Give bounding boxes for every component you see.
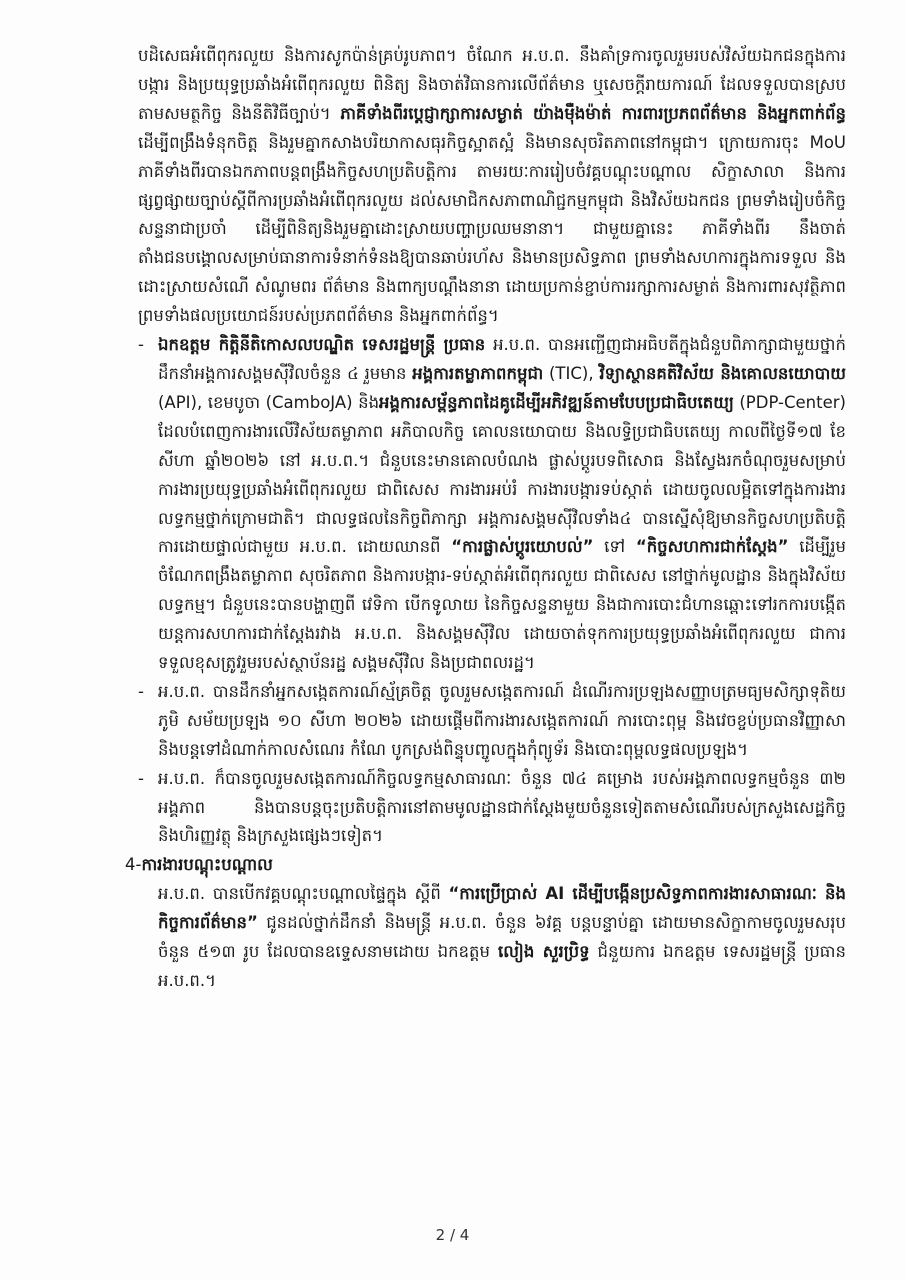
bullet1-text-2: (TIC),	[543, 363, 600, 383]
bullet1-text-4: (PDP-Center) ដែលបំពេញការងារលើវិស័យតម្លាភាព អភិបាលកិច្ច គោលនយោបាយ និងលទ្ធិប្រជាធិបតេយ្យ កាលពីថ្ងៃទី១៧ ខែសីហា ឆ្នាំ២០២៦ នៅ អ.ប.ព.។ ជំនួបនេះមានគោលបំណង ផ្លាស់ប្តូរបទពិសោធ និងស្វែងរកចំណុចរួមសម្រាប់ការងារប្រយុទ្ធប្រឆាំងអំពើពុករលួយ ជាពិសេស ការងារអប់រំ ការងារបង្ការទប់ស្កាត់ ដោយចូលលម្អិតទៅក្នុងការងារលទ្ធកម្មថ្នាក់ក្រោមជាតិ។ ជាលទ្ធផលនៃកិច្ចពិភាក្សា អង្គការសង្គមស៊ីវិលទាំង៤ បានស្នើសុំឱ្យមានកិច្ចសហប្រតិបត្តិការដោយផ្ទាល់ជាមួយ អ.ប.ព. ដោយឈានពី	[158, 392, 846, 557]
bullet1-bold-1: ឯកឧត្តម កិត្តិនីតិកោសលបណ្ឌិត ទេសរដ្ឋមន្ត្រី ប្រធាន	[158, 335, 486, 355]
bullet1-text-3: (API), ខេមបូចា (CamboJA) និង	[158, 392, 380, 412]
intro-paragraph	[138, 42, 846, 331]
bullet-dash: -	[138, 335, 144, 355]
intro-text-2: ដើម្បីពង្រឹងទំនុកចិត្ត និងរួមគ្នាកសាងបរិយាកាសធុរកិច្ចស្អាតស្អំ និងមានសុចរិតភាពនៅកម្ពុជា។ ក្រោយការចុះ MoU ភាគីទាំងពីរបានឯកភាពបន្តពង្រឹងកិច្ចសហប្រតិបត្តិការ តាមរយៈការរៀបចំវគ្គបណ្តុះបណ្តាល សិក្ខាសាលា និងការផ្សព្វផ្សាយច្បាប់ស្តីពីការប្រឆាំងអំពើពុករលួយ ដល់សមាជិកសភាពាណិជ្ជកម្មកម្ពុជា និងវិស័យឯកជន ព្រមទាំងរៀបចំកិច្ចសន្ទនាជាប្រចាំ ដើម្បីពិនិត្យនិងរួមគ្នាដោះស្រាយបញ្ហាប្រឈមនានា។ ជាមួយគ្នានេះ ភាគីទាំងពីរ នឹងចាត់តាំងជនបង្គោលសម្រាប់ធានាការទំនាក់ទំនងឱ្យបានឆាប់រហ័ស និងមានប្រសិទ្ធភាព ព្រមទាំងសហការក្នុងការទទួល និងដោះស្រាយសំណើ សំណូមពរ ព័ត៌មាន និងពាក្យបណ្តឹងនានា ដោយប្រកាន់ខ្ជាប់ការរក្សាការសម្ងាត់ និងការពារសុវត្ថិភាព ព្រមទាំងផលប្រយោជន៍របស់ប្រភពព័ត៌មាន និងអ្នកពាក់ព័ន្ធ។	[138, 132, 846, 326]
section4-bold-1: “ការប្រើប្រាស់ AI ដើម្បីបង្កើនប្រសិទ្ធភាពការងារសាធារណៈ និងកិច្ចការព័ត៌មាន”	[158, 884, 846, 933]
document-body	[125, 42, 847, 996]
bullet-exam-observation	[138, 678, 846, 765]
bullet-procurement-observation	[138, 765, 846, 852]
bullet1-bold-3: វិទ្យាស្ថានគតិវិស័យ និងគោលនយោបាយ	[599, 363, 847, 383]
bullet-meeting-cso	[138, 331, 846, 678]
bullet2-text-1: អ.ប.ព. បានដឹកនាំអ្នកសង្កេតការណ៍ស្ម័គ្រចិត្ត ចូលរួមសង្កេតការណ៍ ដំណើរការប្រឡងសញ្ញាបត្រមធ្យមសិក្សាទុតិយភូមិ សម័យប្រឡង ១០ សីហា ២០២៦ ដោយផ្តើមពីការងារសង្កេតការណ៍ ការបោះពុម្ព និងវេចខ្ចប់ប្រធានវិញ្ញាសា និងបន្តទៅដំណាក់កាលសំណេរ កំណែ បូកស្រង់ពិន្ទុបញ្ចូលក្នុងកុំព្យូទ័រ និងបោះពុម្ពលទ្ធផលប្រឡង។	[158, 681, 846, 759]
bullet3-text-1: អ.ប.ព. ក៏បានចូលរួមសង្កេតការណ៍កិច្ចលទ្ធកម្មសាធារណៈ ចំនួន ៧៤ គម្រោង របស់អង្គភាពលទ្ធកម្មចំនួន ៣២ អង្គភាព និងបានបន្តចុះប្រតិបត្តិការនៅតាមមូលដ្ឋានជាក់ស្តែងមួយចំនួនទៀតតាមសំណើរបស់ក្រសួងសេដ្ឋកិច្ច និងហិរញ្ញវត្ថុ និងក្រសួងផ្សេងៗទៀត។	[158, 768, 846, 846]
bullet1-text-5: ទៅ	[593, 537, 636, 557]
section-number: 4-	[125, 855, 142, 875]
page-number: 2 / 4	[435, 1226, 470, 1244]
bullet1-text-6: ដើម្បីរួមចំណែកពង្រឹងតម្លាភាព សុចរិតភាព និងការបង្ការ-ទប់ស្កាត់អំពើពុករលួយ ជាពិសេស នៅថ្នាក់មូលដ្ឋាន និងក្នុងវិស័យលទ្ធកម្ម។ ជំនួបនេះបានបង្ហាញពី វេទិកា បើកទូលាយ នៃកិច្ចសន្ទនាមួយ និងជាការបោះជំហានឆ្ពោះទៅរកការបង្កើតយន្តការសហការជាក់ស្តែងរវាង អ.ប.ព. និងសង្គមស៊ីវិល ដោយចាត់ទុកការប្រយុទ្ធប្រឆាំងអំពើពុករលួយ ជាការទទួលខុសត្រូវរួមរបស់ស្ថាប័នរដ្ឋ សង្គមស៊ីវិល និងប្រជាពលរដ្ឋ។	[158, 537, 846, 673]
section4-text-1: អ.ប.ព. បានបើកវគ្គបណ្តុះបណ្តាលផ្ទៃក្នុង ស្តីពី	[158, 884, 449, 904]
training-paragraph	[138, 880, 846, 996]
section4-bold-2: លៀង សួរប្រិទ្ធ	[497, 942, 590, 962]
bullet1-bold-2: អង្គការតម្លាភាពកម្ពុជា	[412, 363, 544, 383]
intro-bold-1: ភាគីទាំងពីរប្តេជ្ញាក្សាការសម្ងាត់ យ៉ាងម៉ឺងម៉ាត់ ការពារប្រភពព័ត៌មាន និងអ្នកពាក់ព័ន្ធ	[340, 103, 846, 123]
bullet1-bold-4: អង្គការសម្ព័ន្ធភាពដៃគូដើម្បីអភិវឌ្ឍន៍តាមបែបប្រជាធិបតេយ្យ	[379, 392, 734, 412]
bullet1-bold-5: “ការផ្លាស់ប្តូរយោបល់”	[451, 537, 594, 557]
bullet-dash: -	[138, 681, 144, 701]
bullet1-bold-6: “កិច្ចសហការជាក់ស្តែង”	[635, 537, 789, 557]
intro-text-1: បដិសេធអំពើពុករលួយ និងការសូកប៉ាន់គ្រប់រូបភាព។ ចំណែក អ.ប.ព. នឹងគាំទ្រការចូលរួមរបស់វិស័យឯកជនក្នុងការបង្ការ និងប្រយុទ្ធប្រឆាំងអំពើពុករលួយ ពិនិត្យ និងចាត់វិធានការលើព័ត៌មាន ឬសេចក្តីរាយការណ៍ ដែលទទួលបានស្របតាមសមត្ថកិច្ច និងនីតិវិធីច្បាប់។	[138, 46, 846, 123]
section-title: ការងារបណ្តុះបណ្តាល	[141, 855, 273, 875]
section4-text-2: ជូនដល់ថ្នាក់ដឹកនាំ និងមន្ត្រី អ.ប.ព. ចំនួន ៦វគ្គ បន្តបន្ទាប់គ្នា ដោយមានសិក្ខាកាមចូលរួមសរុបចំនួន ៥១៣ រូប ដែលបានឧទ្ទេសនាមដោយ ឯកឧត្តម	[158, 913, 846, 962]
bullet-dash: -	[138, 768, 144, 788]
section4-text-3: ជំនួយការ ឯកឧត្តម ទេសរដ្ឋមន្ត្រី ប្រធាន អ.ប.ព.។	[158, 942, 846, 990]
bullet1-text-1: អ.ប.ព. បានអញ្ជើញជាអធិបតីក្នុងជំនួបពិភាក្សាជាមួយថ្នាក់ដឹកនាំអង្គការសង្គមស៊ីវិលចំនួន ៤ រួមមាន	[158, 335, 846, 383]
section-heading-training	[125, 851, 846, 880]
